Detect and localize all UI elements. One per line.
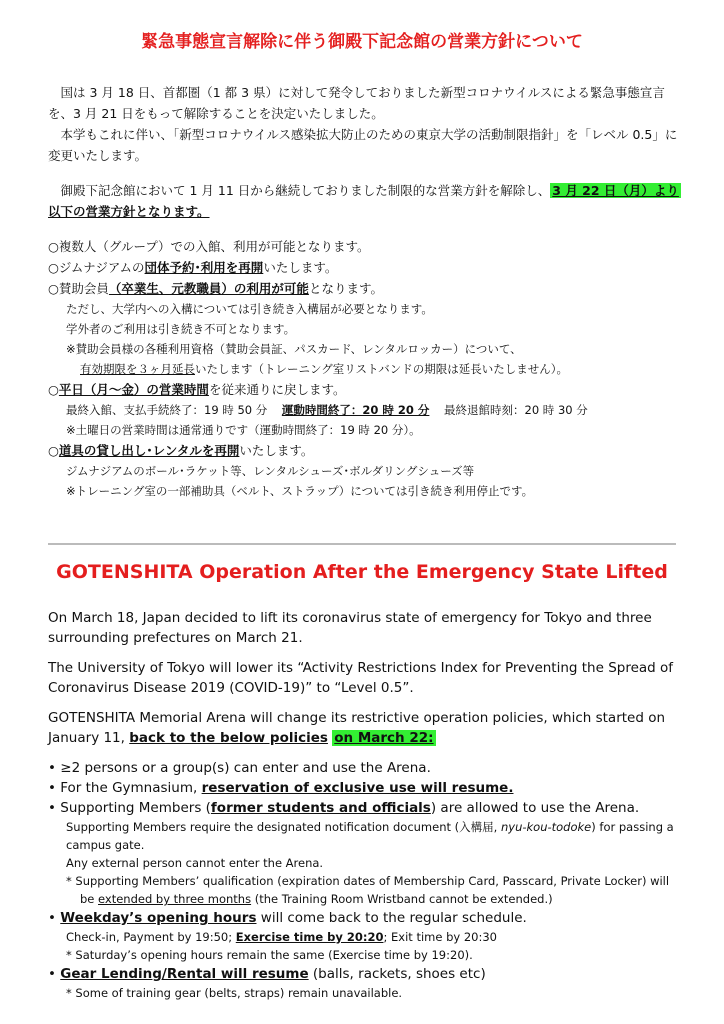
en-bullet-3-note-1: * Supporting Members’ qualification (expiration dates of Membership Card, Passcard, Private Locker) will [66,874,670,888]
english-section [0,558,724,1002]
en-title: GOTENSHITA Operation After the Emergency State Lifted [56,561,668,583]
jp-bullet-3: ○賛助会員（卒業生、元教職員）の利用が可能となります。 [48,281,383,296]
jp-bullet-3-note-1: ※賛助会員様の各種利用資格（賛助会員証、パスカード、レンタルロッカー）について、 [66,342,522,356]
jp-bullet-5: ○道具の貸し出し･レンタルを再開いたします。 [48,443,314,458]
jp-intro-1: 国は 3 月 18 日、首都圏（1 都 3 県）に対して発令しておりました新型コロナウイルスによる緊急事態宣言を、3 月 21 日をもって解除することを決定いたしました。 [48,85,665,121]
jp-bullet-3-bold: （卒業生、元教職員）の利用が可能 [108,281,309,296]
jp-bullet-5-bold: 道具の貸し出し･レンタルを再開 [58,443,240,458]
en-bullet-4: • Weekday’s opening hours will come back to the regular schedule. [48,910,527,926]
en-exercise-time: Exercise time by 20:20 [235,930,384,944]
en-date-highlight: on March 22: [334,730,434,746]
jp-bullet-2-bold: 団体予約･利用を再開 [144,260,264,275]
jp-bullet-4-hours: 最終入館、支払手続終了：19 時 50 分 運動時間終了：20 時 20 分 最終退館時刻：20 時 30 分 [66,403,588,417]
jp-bullet-3-note-2: 有効期限を３ヶ月延長いたします（トレーニング室リストバンドの期限は延長いたしません）。 [80,362,569,376]
en-para-3-underline: back to the below policies [129,730,328,746]
en-bullet-4-bold: Weekday’s opening hours [60,910,257,926]
en-bullet-3-note-2: be extended by three months (the Training Room Wristband cannot be extended.) [80,892,553,906]
jp-bullet-3-sub-2: 学外者のご利用は引き続き不可となります。 [66,322,296,336]
jp-intro-3-post: 以下の営業方針となります。 [48,204,210,219]
jp-intro-2: 本学もこれに伴い、「新型コロナウイルス感染拡大防止のための東京大学の活動制限指針」を「レベル 0.5」に変更いたします。 [48,127,678,163]
en-bullet-3: • Supporting Members (former students and officials) are allowed to use the Arena. [48,800,640,816]
en-nyukou-italic: nyu-kou-todoke [500,820,592,834]
en-bullet-5-bold: Gear Lending/Rental will resume [60,966,309,982]
en-bullet-2: • For the Gymnasium, reservation of exclusive use will resume. [48,780,514,796]
jp-intro-3 [48,180,688,222]
jp-bullet-4-note: ※土曜日の営業時間は通常通りです（運動時間終了：19 時 20 分）。 [66,423,421,437]
jp-intro [48,82,688,166]
en-para-3: GOTENSHITA Memorial Arena will change its restrictive operation policies, which started on January 11, back to the below policies on March 22: [48,710,666,746]
jp-date-highlight: 3 月 22 日（月）より [552,183,679,198]
jp-bullet-4: ○平日（月～金）の営業時間を従来通りに戻します。 [48,382,346,397]
section-divider [48,543,676,545]
en-para-1: On March 18, Japan decided to lift its coronavirus state of emergency for Tokyo and three surrounding prefectures on March 21. [48,610,652,646]
japanese-section [0,30,724,501]
en-bullet-5-note: * Some of training gear (belts, straps) remain unavailable. [66,986,403,1000]
en-extension-underline: extended by three months [98,892,252,906]
jp-extension-underline: 有効期限を３ヶ月延長 [80,362,195,376]
en-bullet-1: • ≥2 persons or a group(s) can enter and use the Arena. [48,760,431,776]
jp-bullet-2: ○ジムナジアムの団体予約･利用を再開いたします。 [48,260,338,275]
en-bullet-5: • Gear Lending/Rental will resume (balls, rackets, shoes etc) [48,966,486,982]
en-bullet-4-hours: Check-in, Payment by 19:50; Exercise time by 20:20; Exit time by 20:30 [66,930,497,944]
en-bullet-2-bold: reservation of exclusive use will resume. [201,780,514,796]
jp-bullet-4-bold: 平日（月～金）の営業時間 [58,382,209,397]
jp-bullet-1: ○複数人（グループ）での入館、利用が可能となります。 [48,239,370,254]
en-bullet-3-sub-1: Supporting Members require the designated notification document (入構届, nyu-kou-todoke) for passing a campus gate. [66,820,674,852]
jp-bullet-5-note: ※トレーニング室の一部補助具（ベルト、ストラップ）については引き続き利用停止です。 [66,484,534,498]
jp-intro-3-pre: 御殿下記念館において 1 月 11 日から継続しておりました制限的な営業方針を解除し、 [60,183,551,198]
jp-bullet-5-sub: ジムナジアムのボール･ラケット等、レンタルシューズ･ボルダリングシューズ等 [66,464,475,478]
en-para-2: The University of Tokyo will lower its “Activity Restrictions Index for Preventing the Spread of Coronavirus Disease 2019 (COVID-19)” to “Level 0.5”. [48,660,674,696]
en-bullet-3-sub-2: Any external person cannot enter the Arena. [66,856,324,870]
jp-exercise-end: 運動時間終了：20 時 20 分 [281,403,430,417]
en-bullet-4-note: * Saturday’s opening hours remain the same (Exercise time by 19:20). [66,948,473,962]
en-bullet-3-bold: former students and officials [210,800,431,816]
jp-bullet-3-sub-1: ただし、大学内への入構については引き続き入構届が必要となります。 [66,302,433,316]
jp-title: 緊急事態宣言解除に伴う御殿下記念館の営業方針について [141,32,583,52]
